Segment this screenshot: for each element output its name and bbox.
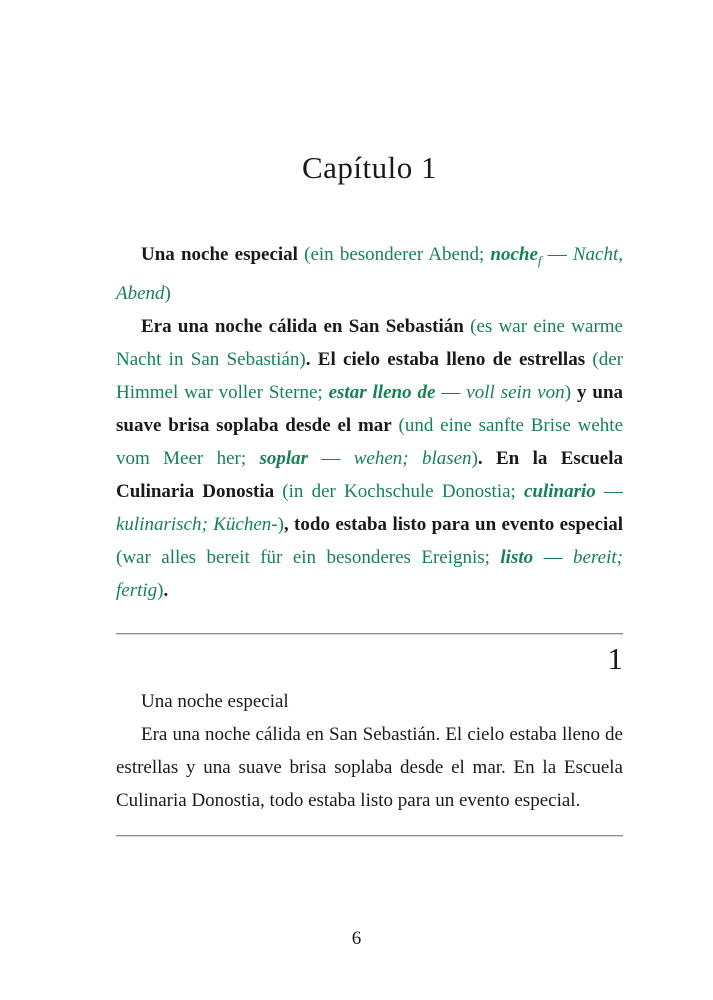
text-segment: , todo estaba listo para un evento especial [283,513,623,535]
paragraph [116,310,623,607]
text-segment: bereit; fertig [116,546,623,601]
text-segment: . [163,579,169,601]
text-segment: (ein besonderer Abend; [297,244,491,265]
section-divider-bottom [116,835,623,837]
plain-text-section [116,685,623,817]
text-segment: soplar [259,447,309,469]
text-segment: Una noche especial [141,244,298,265]
section-number: 1 [607,640,623,676]
bilingual-section [116,238,623,607]
paragraph [116,238,623,310]
text-segment: ) [471,447,478,469]
text-segment: listo [500,546,534,568]
text-segment: (der Himmel war voller Sterne; [116,348,624,403]
text-segment: wehen; blasen [353,447,472,469]
text-segment: ) [157,579,164,601]
text-segment: (in der Kochschule Donostia; [274,480,524,502]
text-segment: — [541,244,573,265]
text-segment: . [477,447,496,469]
text-segment: . [305,348,318,370]
text-segment: ) [564,381,577,403]
text-segment: f [537,252,542,268]
text-segment: Era una noche cálida en San Sebastián [141,315,464,337]
text-segment: Nacht, Abend [116,244,623,304]
text-segment: — [308,447,354,469]
text-segment: (war alles bereit für ein besonderes Ereignis; [116,546,501,568]
text-segment: ) [277,513,284,535]
text-segment: ) [164,282,171,304]
chapter-title: Capítulo 1 [301,150,438,185]
text-segment: noche [490,244,538,265]
text-segment: — [435,381,467,403]
text-segment: culinario [524,480,596,502]
section-divider-top [116,633,623,635]
text-segment: — [595,480,623,502]
text-segment: (und eine sanfte Brise wehte vom Meer her; [116,414,623,469]
text-segment: y una suave brisa soplaba desde el mar [116,381,624,436]
paragraph: Una noche especial [141,690,289,712]
paragraph: Era una noche cálida en San Sebastián. El cielo estaba lleno de estrellas y una suave brisa soplaba desde el mar. En la Escuela Culinaria Donostia, todo estaba listo para un evento especial. [116,723,623,811]
text-segment: En la Escuela Culinaria Donostia [116,447,623,502]
page-number: 6 [351,928,362,949]
text-segment: (es war eine warme Nacht in San Sebastián) [116,315,623,370]
text-segment: — [533,546,574,568]
text-segment: estar lleno de [328,381,436,403]
text-segment: voll sein von [466,381,565,403]
text-segment: kulinarisch; Küchen- [116,513,278,535]
text-segment: El cielo estaba lleno de estrellas [317,348,586,370]
